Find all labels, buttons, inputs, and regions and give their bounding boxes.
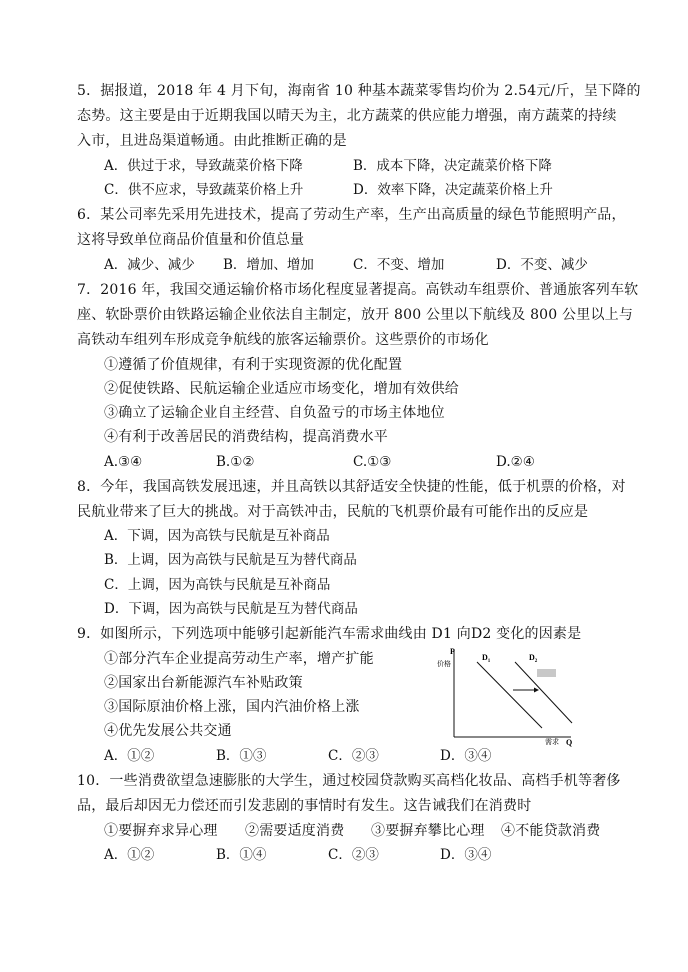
- q10-item-2: ②需要适度消费: [245, 823, 345, 839]
- q9-option-a: A．①②: [104, 748, 155, 764]
- q7-stem-line3: 高铁动车组列车形成竞争航线的旅客运输票价。这些票价的市场化: [77, 332, 489, 348]
- demand-curve-graph: [437, 647, 577, 747]
- q10-option-c: C．②③: [328, 847, 379, 863]
- q9-option-b: B．①③: [216, 748, 267, 764]
- q9-stem-line1: 9．如图所示，下列选项中能够引起新能汽车需求曲线由 D1 向D2 变化的因素是: [77, 626, 582, 642]
- price-axis-label: 价格: [437, 660, 451, 668]
- q8-option-d: D．下调，因为高铁与民航是互为替代商品: [104, 601, 358, 617]
- q7-stem-line1: 7．2016 年，我国交通运输价格市场化程度显著提高。高铁动车组票价、普通旅客列车软: [77, 282, 639, 298]
- q6-option-b: B．增加、增加: [223, 257, 314, 273]
- q8-option-b: B．上调，因为高铁与民航是互为替代商品: [104, 552, 357, 568]
- q7-option-d: D.②④: [496, 454, 535, 470]
- q6-option-d: D．不变、减少: [496, 257, 588, 273]
- q10-item-1: ①要摒弃求异心理: [104, 823, 218, 839]
- q10-option-d: D．③④: [440, 847, 492, 863]
- q8-stem-line1: 8．今年，我国高铁发展迅速，并且高铁以其舒适安全快捷的性能，低于机票的价格，对: [77, 479, 626, 495]
- q7-item-1: ①遵循了价值规律，有利于实现资源的优化配置: [104, 357, 403, 373]
- price-axis-letter: P: [450, 647, 455, 656]
- q5-stem-line2: 态势。这主要是由于近期我国以晴天为主，北方蔬菜的供应能力增强，南方蔬菜的持续: [77, 108, 617, 124]
- q9-option-c: C．②③: [328, 748, 379, 764]
- q7-option-a: A.③④: [104, 454, 143, 470]
- q9-item-2: ②国家出台新能源汽车补贴政策: [104, 675, 303, 691]
- q6-stem-line2: 这将导致单位商品价值量和价值总量: [77, 232, 305, 248]
- q8-option-c: C．上调，因为高铁与民航是互补商品: [104, 577, 331, 593]
- q9-item-4: ④优先发展公共交通: [104, 723, 232, 739]
- q5-option-b: B．成本下降，决定蔬菜价格下降: [353, 158, 552, 174]
- q8-stem-line2: 民航业带来了巨大的挑战。对于高铁冲击，民航的飞机票价最有可能作出的反应是: [77, 504, 589, 520]
- q5-option-d: D．效率下降，决定蔬菜价格上升: [353, 182, 553, 198]
- q8-option-a: A．下调，因为高铁与民航是互补商品: [104, 528, 330, 544]
- q7-option-c: C.①③: [353, 454, 392, 470]
- quantity-axis-letter: Q: [566, 738, 573, 747]
- q5-option-c: C．供不应求，导致蔬菜价格上升: [104, 182, 304, 198]
- q10-stem-line1: 10．一些消费欲望急速膨胀的大学生，通过校园贷款购买高档化妆品、高档手机等奢侈: [77, 773, 621, 789]
- shift-arrow-head: [534, 688, 539, 693]
- q7-item-4: ④有利于改善居民的消费结构，提高消费水平: [104, 429, 388, 445]
- d2-label: $D_2$: [529, 653, 538, 664]
- q10-item-3: ③要摒弃攀比心理: [371, 823, 485, 839]
- demand-axis-label: 需求: [545, 738, 559, 746]
- q5-option-a: A．供过于求，导致蔬菜价格下降: [104, 158, 303, 174]
- q10-option-b: B．①④: [216, 847, 267, 863]
- d1-curve: [477, 662, 542, 728]
- q5-stem-line3: 入市，且进岛渠道畅通。由此推断正确的是: [77, 133, 347, 149]
- q10-option-a: A．①②: [104, 847, 155, 863]
- q6-option-a: A．减少、减少: [104, 257, 195, 273]
- shaded-mark: [537, 669, 556, 677]
- q7-item-3: ③确立了运输企业自主经营、自负盈亏的市场主体地位: [104, 405, 445, 421]
- q6-option-c: C．不变、增加: [353, 257, 445, 273]
- q10-item-4: ④不能贷款消费: [501, 823, 601, 839]
- q10-stem-line2: 品，最后却因无力偿还而引发悲剧的事情时有发生。这告诫我们在消费时: [77, 798, 532, 814]
- q9-item-3: ③国际原油价格上涨，国内汽油价格上涨: [104, 699, 360, 715]
- q7-item-2: ②促使铁路、民航运输企业适应市场变化，增加有效供给: [104, 381, 459, 397]
- q7-stem-line2: 座、软卧票价由铁路运输企业依法自主制定，放开 800 公里以下航线及 800 公里以上与: [77, 307, 634, 323]
- q9-option-d: D．③④: [440, 748, 492, 764]
- q5-stem-line1: 5．据报道，2018 年 4 月下旬，海南省 10 种基本蔬菜零售均价为 2.54元/斤，呈下降的: [77, 83, 641, 99]
- d1-label: $D_1$: [482, 653, 491, 664]
- q6-stem-line1: 6．某公司率先采用先进技术，提高了劳动生产率，生产出高质量的绿色节能照明产品，: [77, 207, 626, 223]
- q7-option-b: B.①②: [216, 454, 255, 470]
- q9-item-1: ①部分汽车企业提高劳动生产率，增产扩能: [104, 651, 374, 667]
